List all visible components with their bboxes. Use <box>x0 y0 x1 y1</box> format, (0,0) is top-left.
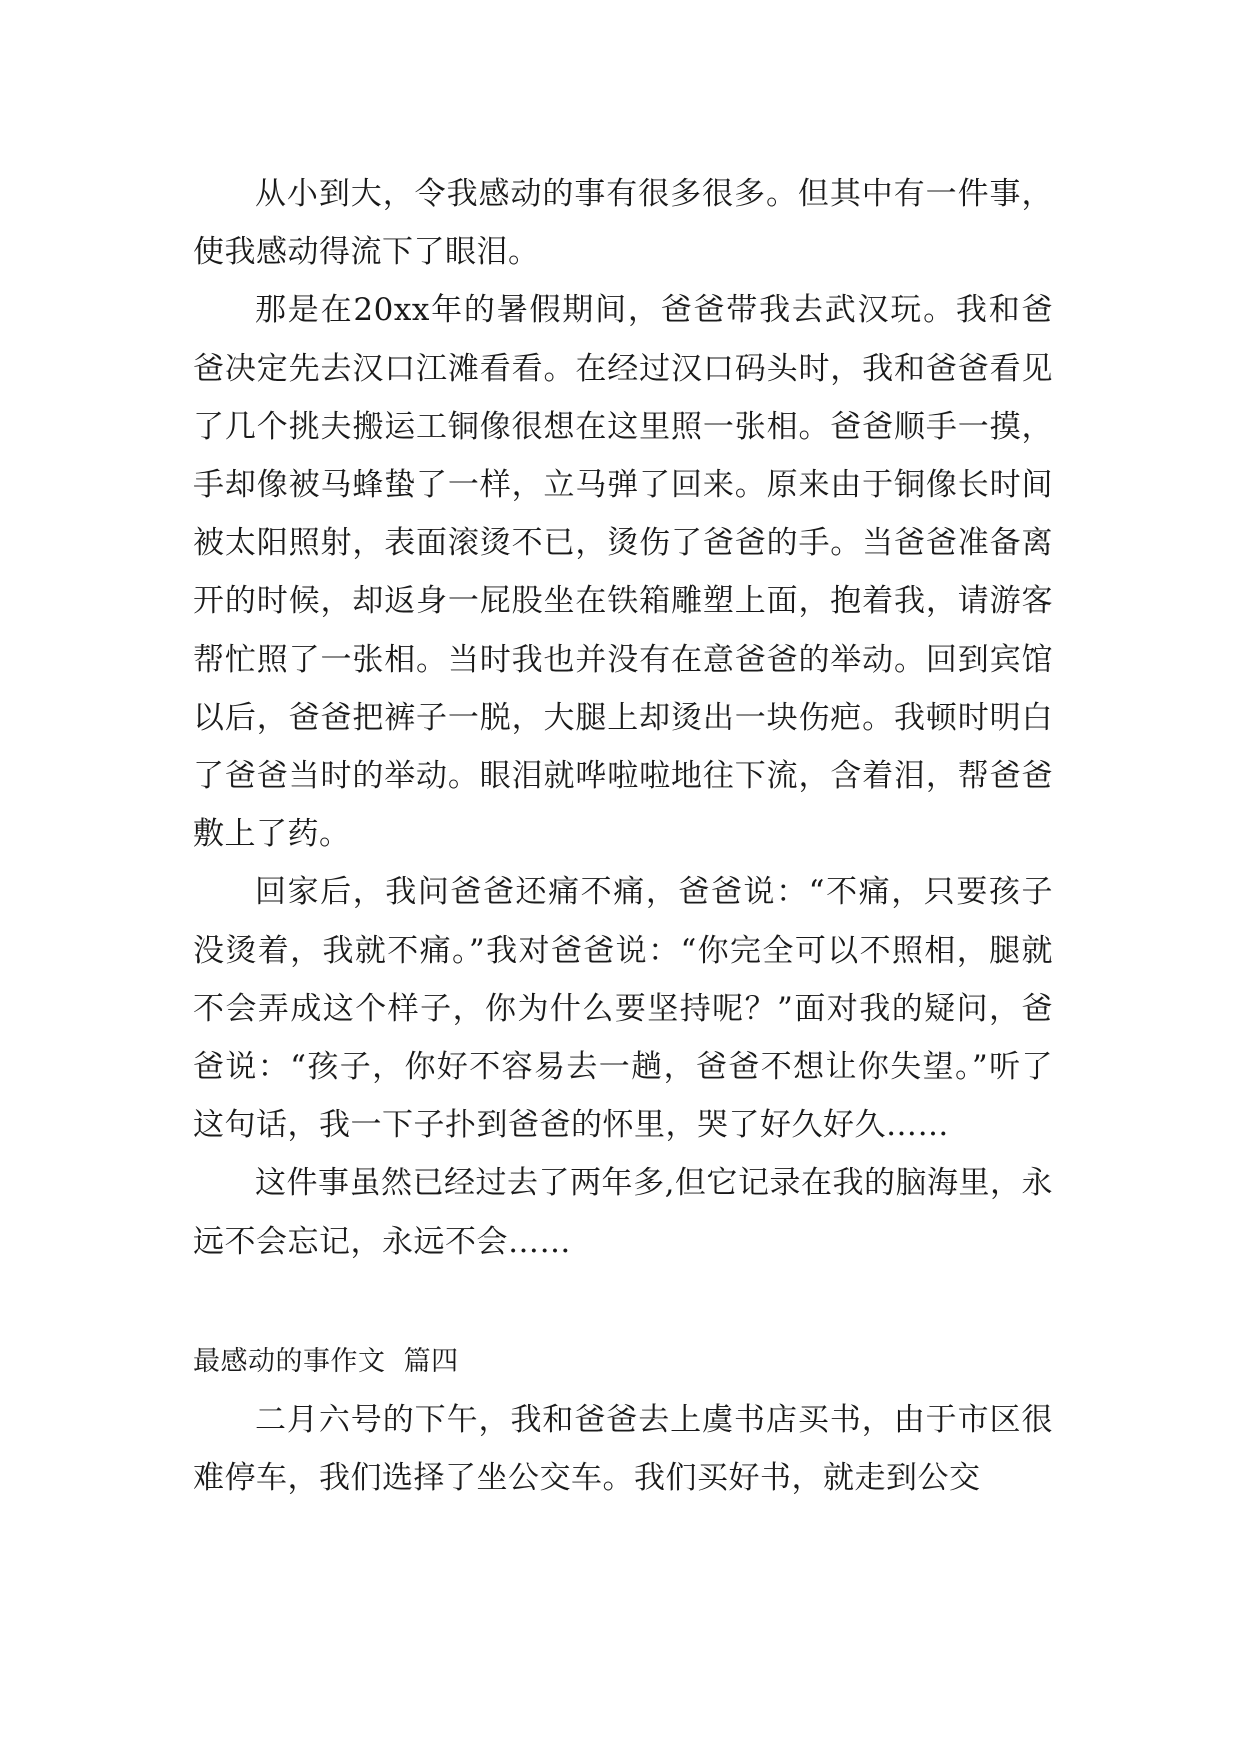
paragraph-4: 这件事虽然已经过去了两年多,但它记录在我的脑海里，永远不会忘记，永远不会…… <box>193 1165 1053 1260</box>
section-paragraph-1: 二月六号的下午，我和爸爸去上虞书店买书，由于市区很难停车，我们选择了坐公交车。我们买好书，就走到公交 <box>193 1401 1053 1497</box>
paragraph-1: 从小到大，令我感动的事有很多很多。但其中有一件事，使我感动得流下了眼泪。 <box>193 176 1053 271</box>
document-page <box>193 165 1053 1507</box>
paragraph-3: 回家后，我问爸爸还痛不痛，爸爸说：“不痛，只要孩子没烫着，我就不痛。”我对爸爸说：“你完全可以不照相，腿就不会弄成这个样子，你为什么要坚持呢？”面对我的疑问，爸爸说：“孩子，你好不容易去一趟，爸爸不想让你失望。”听了这句话，我一下子扑到爸爸的怀里，哭了好久好久…… <box>193 874 1053 1144</box>
paragraph-2: 那是在20xx年的暑假期间，爸爸带我去武汉玩。我和爸爸决定先去汉口江滩看看。在经过汉口码头时，我和爸爸看见了几个挑夫搬运工铜像很想在这里照一张相。爸爸顺手一摸，手却像被马蜂蛰了一样，立马弹了回来。原来由于铜像长时间被太阳照射，表面滚烫不已，烫伤了爸爸的手。当爸爸准备离开的时候，却返身一屁股坐在铁箱雕塑上面，抱着我，请游客帮忙照了一张相。当时我也并没有在意爸爸的举动。回到宾馆以后，爸爸把裤子一脱，大腿上却烫出一块伤疤。我顿时明白了爸爸当时的举动。眼泪就哗啦啦地往下流，含着泪，帮爸爸敷上了药。 <box>193 292 1053 853</box>
section-title: 最感动的事作文 篇四 <box>193 1345 459 1377</box>
